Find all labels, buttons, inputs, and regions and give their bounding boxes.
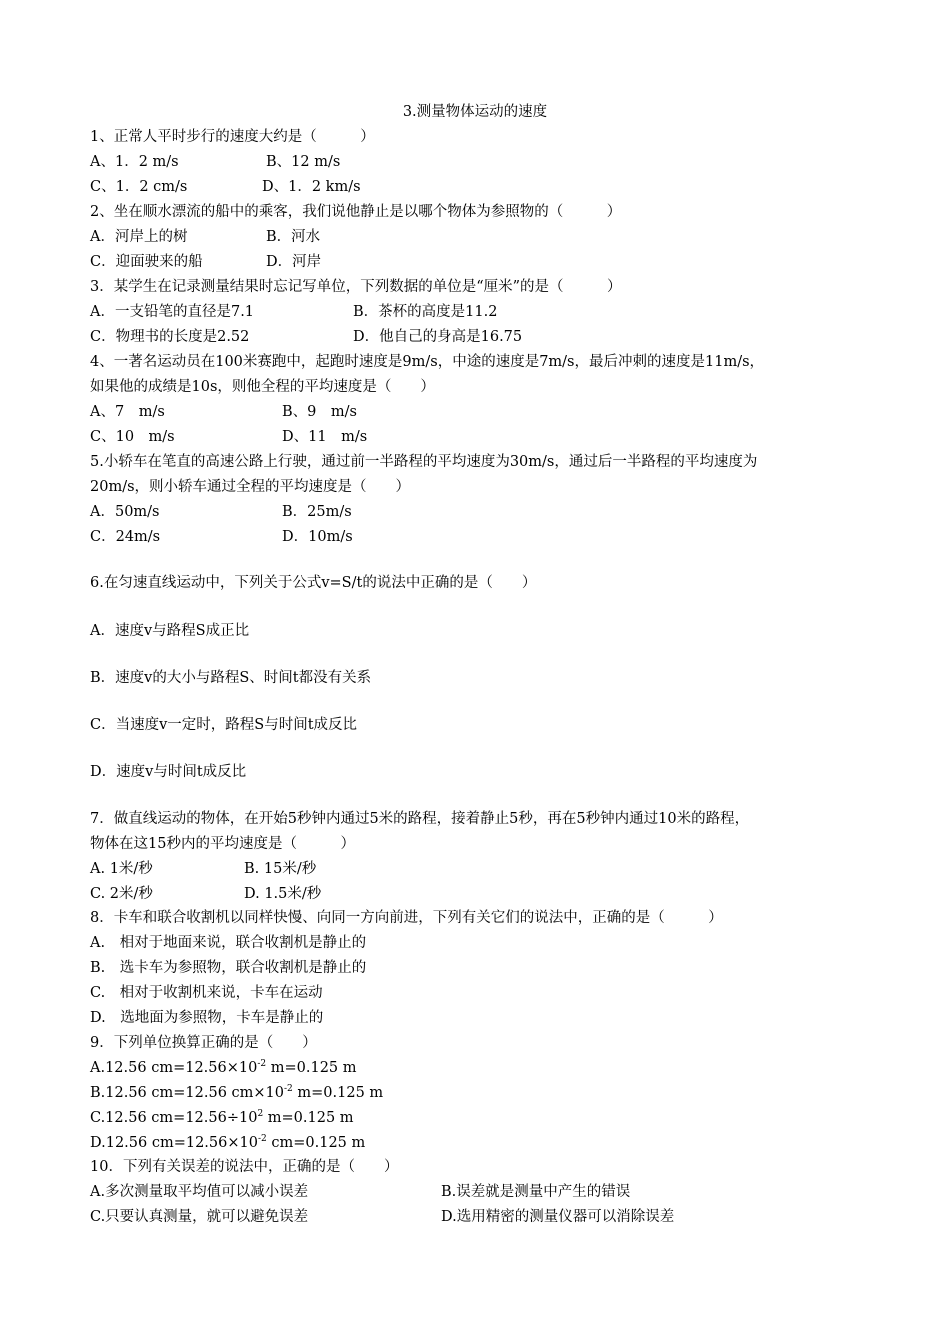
- q9-b-part-1: B.12.56 cm=12.56 cm×10: [90, 1085, 284, 1101]
- question-5-option-b: B．25m/s: [282, 504, 352, 520]
- q9-c-exponent: 2: [257, 1109, 264, 1120]
- question-4-option-a: A、7 m/s: [90, 404, 165, 420]
- question-8-option-a: A. 相对于地面来说，联合收割机是静止的: [90, 935, 367, 951]
- question-10-option-c: C.只要认真测量，就可以避免误差: [90, 1209, 309, 1225]
- question-1-option-b: B、12 m/s: [266, 154, 341, 170]
- question-4-stem-line-1: 4、一著名运动员在100米赛跑中，起跑时速度是9m/s，中途的速度是7m/s，最后冲刺的速度是11m/s，: [90, 354, 765, 370]
- question-2-stem: 2、坐在顺水漂流的船中的乘客，我们说他静止是以哪个物体为参照物的（ ）: [90, 204, 622, 220]
- question-6-stem: 6.在匀速直线运动中，下列关于公式v=S/t的说法中正确的是（ ）: [90, 575, 537, 591]
- q9-c-part-2: m=0.125 m: [263, 1110, 354, 1126]
- question-7-option-a: A. 1米/秒: [90, 861, 153, 877]
- question-5-option-a: A．50m/s: [90, 504, 160, 520]
- question-7-stem-line-1: 7．做直线运动的物体，在开始5秒钟内通过5米的路程，接着静止5秒，再在5秒钟内通过10米的路程，: [90, 811, 750, 827]
- q9-b-exponent: -2: [284, 1084, 293, 1095]
- question-2-option-c: C．迎面驶来的船: [90, 254, 203, 270]
- question-1-option-d: D、1．2 km/s: [262, 179, 361, 195]
- question-8-option-c: C. 相对于收割机来说，卡车在运动: [90, 985, 323, 1001]
- question-3-stem: 3．某学生在记录测量结果时忘记写单位，下列数据的单位是“厘米”的是（ ）: [90, 279, 622, 295]
- question-9-option-d: [90, 1133, 365, 1153]
- question-4-option-d: D、11 m/s: [282, 429, 368, 445]
- question-5-stem-line-1: 5.小轿车在笔直的高速公路上行驶，通过前一半路程的平均速度为30m/s，通过后一半路程的平均速度为: [90, 454, 758, 470]
- question-4-stem-line-2: 如果他的成绩是10s，则他全程的平均速度是（ ）: [90, 379, 435, 395]
- question-5-option-d: D．10m/s: [282, 529, 353, 545]
- question-2-option-a: A．河岸上的树: [90, 229, 188, 245]
- question-9-option-b: [90, 1083, 383, 1103]
- question-7-option-d: D. 1.5米/秒: [244, 886, 322, 902]
- question-3-option-c: C．物理书的长度是2.52: [90, 329, 250, 345]
- question-7-stem-line-2: 物体在这15秒内的平均速度是（ ）: [90, 836, 355, 852]
- question-3-option-d: D．他自己的身高是16.75: [353, 329, 523, 345]
- question-6-option-b: B．速度v的大小与路程S、时间t都没有关系: [90, 670, 372, 686]
- page-title: 3.测量物体运动的速度: [402, 104, 548, 120]
- question-10-stem: 10．下列有关误差的说法中，正确的是（ ）: [90, 1159, 399, 1175]
- q9-d-part-2: cm=0.125 m: [266, 1135, 366, 1151]
- question-4-option-c: C、10 m/s: [90, 429, 175, 445]
- question-10-option-a: A.多次测量取平均值可以减小误差: [90, 1184, 309, 1200]
- question-3-option-a: A．一支铅笔的直径是7.1: [90, 304, 255, 320]
- question-1-option-c: C、1．2 cm/s: [90, 179, 188, 195]
- question-8-stem: 8．卡车和联合收割机以同样快慢、向同一方向前进，下列有关它们的说法中，正确的是（ ）: [90, 910, 723, 926]
- question-6-option-c: C．当速度v一定时，路程S与时间t成反比: [90, 717, 358, 733]
- question-9-stem: 9．下列单位换算正确的是（ ）: [90, 1035, 317, 1051]
- question-9-option-c: [90, 1108, 354, 1128]
- q9-c-part-1: C.12.56 cm=12.56÷10: [90, 1110, 258, 1126]
- q9-a-exponent: -2: [257, 1059, 267, 1070]
- question-10-option-b: B.误差就是测量中产生的错误: [441, 1184, 631, 1200]
- q9-a-part-1: A.12.56 cm=12.56×10: [90, 1060, 258, 1076]
- question-5-stem-line-2: 20m/s，则小轿车通过全程的平均速度是（ ）: [90, 479, 411, 495]
- question-10-option-d: D.选用精密的测量仪器可以消除误差: [441, 1209, 675, 1225]
- question-5-option-c: C．24m/s: [90, 529, 161, 545]
- question-1-stem: 1、正常人平时步行的速度大约是（ ）: [90, 129, 375, 145]
- question-2-option-d: D．河岸: [266, 254, 322, 270]
- question-8-option-b: B. 选卡车为参照物，联合收割机是静止的: [90, 960, 367, 976]
- question-8-option-d: D. 选地面为参照物，卡车是静止的: [90, 1010, 324, 1026]
- question-9-option-a: [90, 1058, 357, 1078]
- q9-a-part-2: m=0.125 m: [266, 1060, 357, 1076]
- question-6-option-a: A．速度v与路程S成正比: [90, 623, 250, 639]
- question-1-option-a: A、1．2 m/s: [90, 154, 179, 170]
- q9-b-part-2: m=0.125 m: [292, 1085, 384, 1101]
- question-3-option-b: B．茶杯的高度是11.2: [353, 304, 498, 320]
- question-6-option-d: D．速度v与时间t成反比: [90, 764, 247, 780]
- question-7-option-b: B. 15米/秒: [244, 861, 317, 877]
- question-4-option-b: B、9 m/s: [282, 404, 357, 420]
- question-2-option-b: B．河水: [266, 229, 321, 245]
- q9-d-exponent: -2: [257, 1134, 267, 1145]
- question-7-option-c: C. 2米/秒: [90, 886, 153, 902]
- q9-d-part-1: D.12.56 cm=12.56×10: [90, 1135, 258, 1151]
